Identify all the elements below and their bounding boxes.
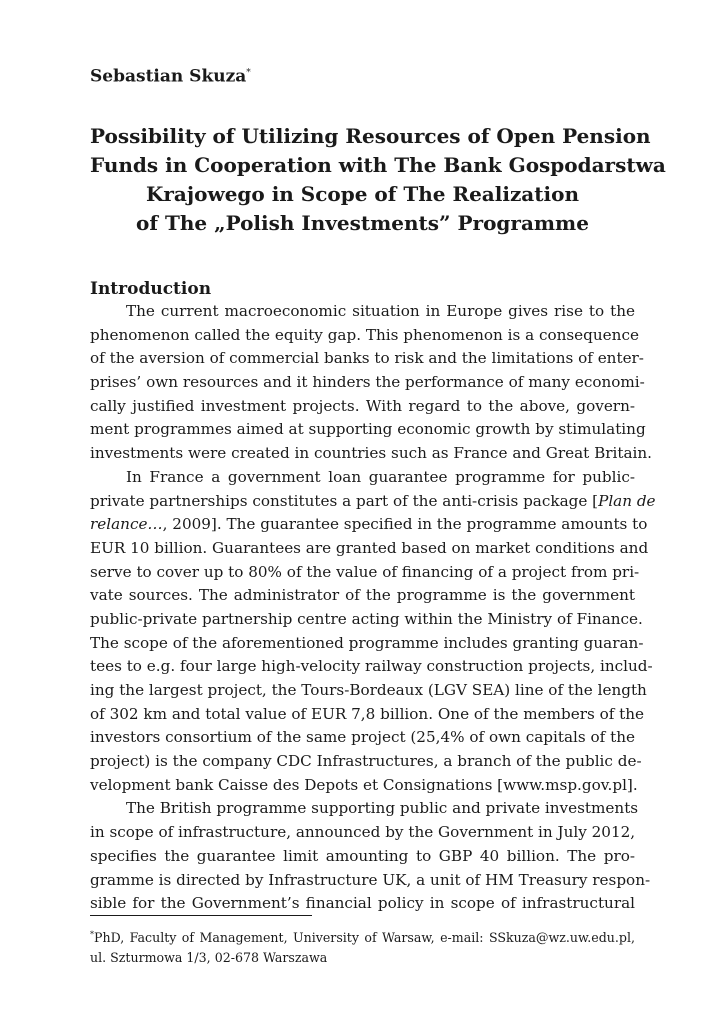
text-line: investments were created in countries such as France and Great Britain. [90, 444, 652, 463]
text-line: project) is the company CDC Infrastructures, a branch of the public de- [90, 752, 642, 771]
footnote-marker: * [90, 930, 94, 939]
text-line [90, 490, 656, 514]
title-line: Possibility of Utilizing Resources of Open Pension [90, 124, 651, 148]
footnote-line [90, 925, 635, 948]
text-line: in scope of infrastructure, announced by the Government in July 2012, [90, 823, 636, 842]
author-name-text: Sebastian Skuza [90, 66, 247, 87]
text-line: vate sources. The administrator of the programme is the government [90, 586, 635, 605]
text-line: public-private partnership centre acting within the Ministry of Finance. [90, 609, 643, 628]
author-footnote-marker: * [246, 68, 251, 78]
text-line: cally justified investment projects. With regard to the above, govern- [90, 396, 635, 415]
text-line: investors consortium of the same project (25,4% of own capitals of the [90, 728, 635, 747]
text-line: The scope of the aforementioned programme includes granting guaran- [90, 633, 644, 652]
text-line: of the aversion of commercial banks to risk and the limitations of enter- [90, 349, 644, 368]
footnote-divider [90, 915, 312, 916]
text-line: gramme is directed by Infrastructure UK, a unit of HM Treasury respon- [90, 870, 651, 889]
text-line: EUR 10 billion. Guarantees are granted based on market conditions and [90, 538, 649, 557]
text-line: serve to cover up to 80% of the value of financing of a project from pri- [90, 562, 640, 581]
citation-italic: relance… [90, 515, 163, 534]
text-segment: , 2009]. The guarantee specified in the programme amounts to [162, 515, 648, 534]
text-line: of 302 km and total value of EUR 7,8 billion. One of the members of the [90, 704, 645, 723]
text-line: The British programme supporting public and private investments [126, 799, 639, 818]
text-line: specifies the guarantee limit amounting to GBP 40 billion. The pro- [90, 846, 635, 865]
paper-title [90, 122, 666, 238]
text-line [90, 513, 648, 537]
text-line: ment programmes aimed at supporting economic growth by stimulating [90, 420, 646, 439]
title-line: Funds in Cooperation with The Bank Gospodarstwa [90, 153, 666, 177]
section-heading: Introduction [90, 279, 212, 299]
title-line: of The „Polish Investments” Programme [136, 211, 589, 235]
text-line: In France a government loan guarantee programme for public- [126, 467, 635, 486]
text-line: phenomenon called the equity gap. This phenomenon is a consequence [90, 325, 639, 344]
body-text [90, 300, 656, 916]
title-line: Krajowego in Scope of The Realization [146, 182, 579, 206]
text-line: sible for the Government’s financial policy in scope of infrastructural [90, 894, 635, 913]
footnote [90, 925, 635, 968]
text-line: tees to e.g. four large high-velocity railway construction projects, includ- [90, 657, 653, 676]
text-segment: private partnerships constitutes a part of the anti-crisis package [ [90, 491, 599, 510]
footnote-line: ul. Szturmowa 1/3, 02-678 Warszawa [90, 950, 328, 966]
text-line: prises’ own resources and it hinders the performance of many economi- [90, 373, 645, 392]
citation-italic: Plan de [598, 491, 656, 510]
footnote-text: PhD, Faculty of Management, University of Warsaw, e-mail: SSkuza@wz.uw.edu.pl, [94, 930, 635, 946]
text-line: The current macroeconomic situation in Europe gives rise to the [126, 302, 635, 320]
author-name [90, 62, 251, 88]
text-line: velopment bank Caisse des Depots et Consignations [www.msp.gov.pl]. [90, 775, 638, 794]
text-line: ing the largest project, the Tours-Bordeaux (LGV SEA) line of the length [90, 681, 647, 699]
